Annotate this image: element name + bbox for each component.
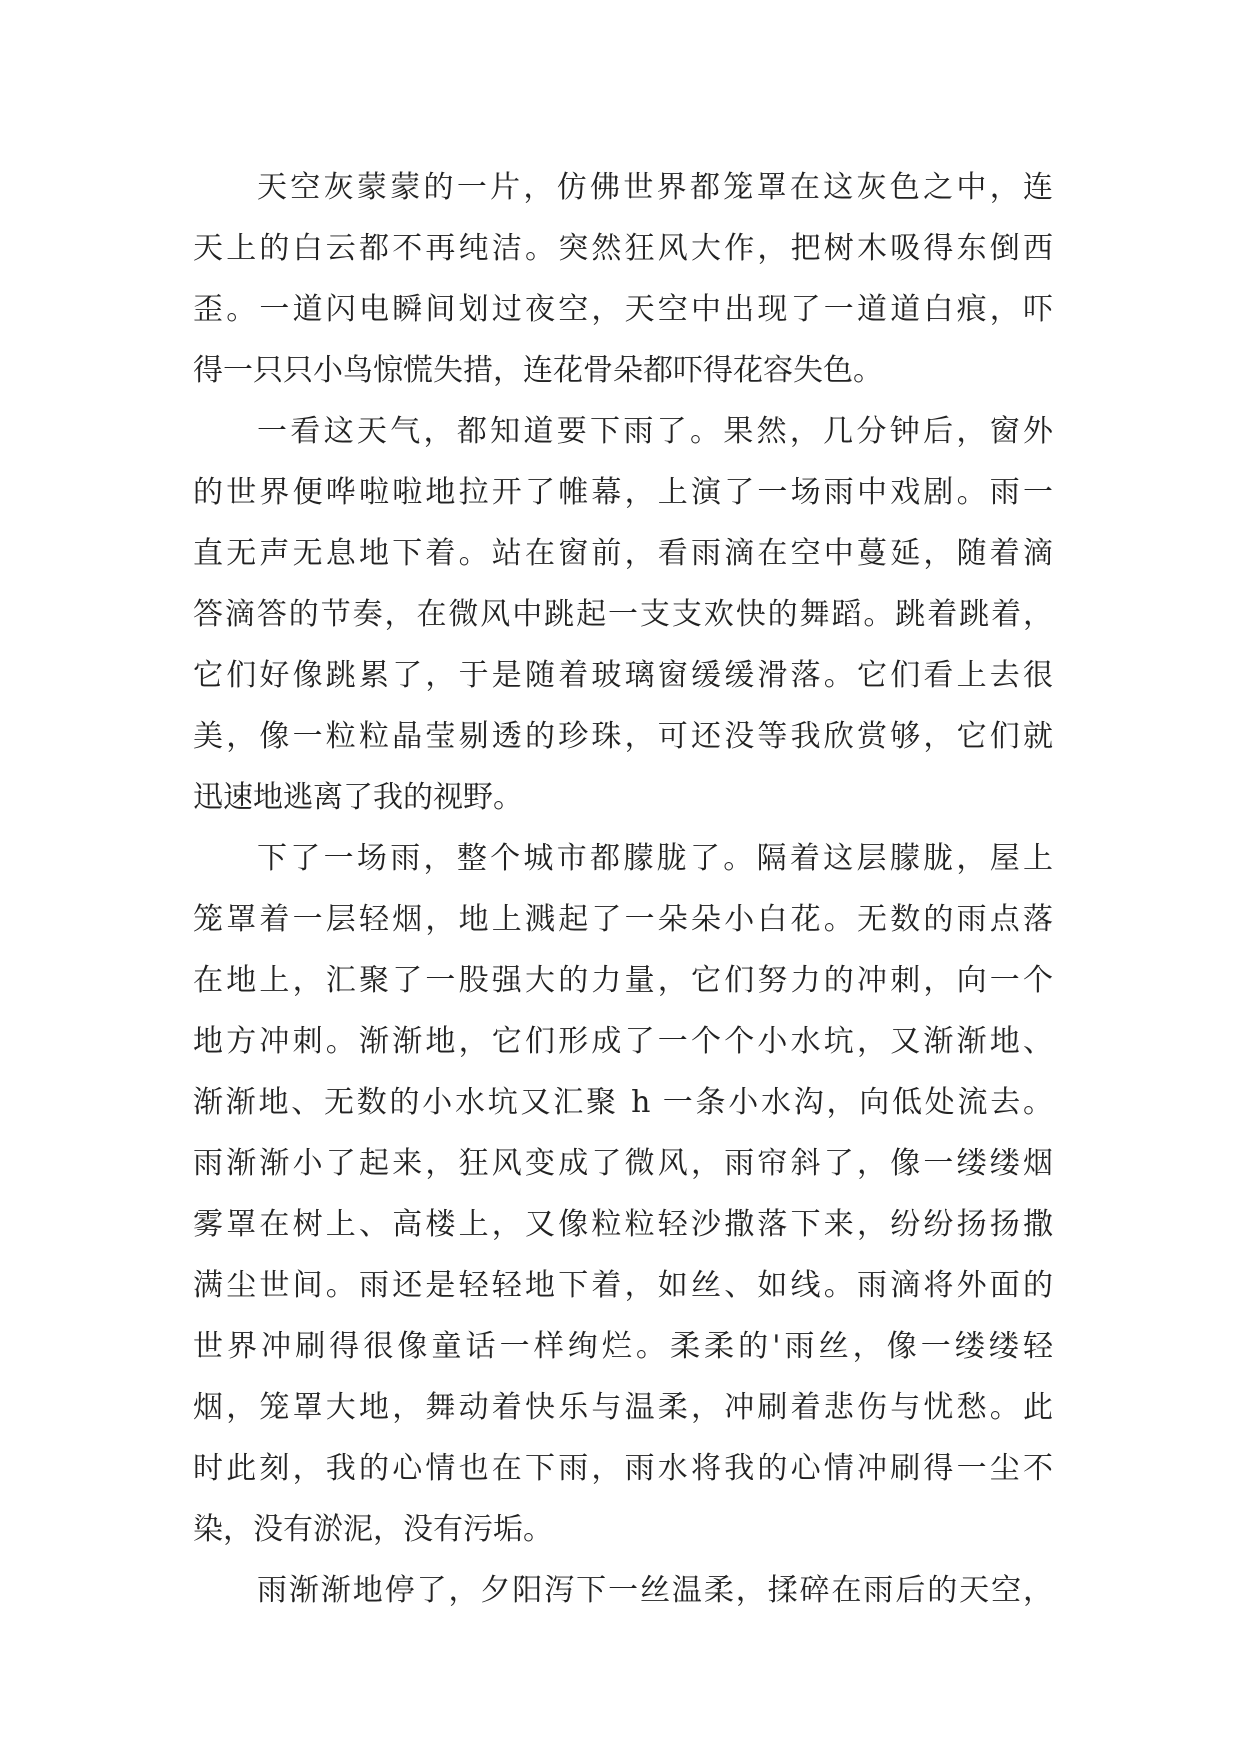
text-line: 得一只只小鸟惊慌失措，连花骨朵都吓得花容失色。: [193, 353, 883, 388]
text-line: 烟，笼罩大地，舞动着快乐与温柔，冲刷着悲伤与忧愁。此: [193, 1390, 1053, 1425]
text-line: 雨渐渐地停了，夕阳泻下一丝温柔，揉碎在雨后的天空，: [257, 1573, 1053, 1608]
text-line: 下了一场雨，整个城市都朦胧了。隔着这层朦胧，屋上: [257, 841, 1053, 876]
text-line: 笼罩着一层轻烟，地上溅起了一朵朵小白花。无数的雨点落: [193, 902, 1053, 937]
text-line: 渐渐地、无数的小水坑又汇聚 h 一条小水沟，向低处流去。: [193, 1085, 1053, 1120]
text-line: 美，像一粒粒晶莹剔透的珍珠，可还没等我欣赏够，它们就: [193, 719, 1053, 754]
text-line: 在地上，汇聚了一股强大的力量，它们努力的冲刺，向一个: [193, 963, 1053, 998]
text-line: 它们好像跳累了，于是随着玻璃窗缓缓滑落。它们看上去很: [193, 658, 1053, 693]
text-line: 时此刻，我的心情也在下雨，雨水将我的心情冲刷得一尘不: [193, 1451, 1053, 1486]
text-line: 染，没有淤泥，没有污垢。: [193, 1512, 553, 1547]
text-line: 世界冲刷得很像童话一样绚烂。柔柔的'雨丝，像一缕缕轻: [193, 1329, 1053, 1364]
text-line: 直无声无息地下着。站在窗前，看雨滴在空中蔓延，随着滴: [193, 536, 1053, 571]
text-line: 歪。一道闪电瞬间划过夜空，天空中出现了一道道白痕，吓: [193, 292, 1053, 327]
text-line: 满尘世间。雨还是轻轻地下着，如丝、如线。雨滴将外面的: [193, 1268, 1053, 1303]
text-line: 天空灰蒙蒙的一片，仿佛世界都笼罩在这灰色之中，连: [257, 170, 1053, 205]
text-line: 雨渐渐小了起来，狂风变成了微风，雨帘斜了，像一缕缕烟: [193, 1146, 1053, 1181]
text-line: 雾罩在树上、高楼上，又像粒粒轻沙撒落下来，纷纷扬扬撒: [193, 1207, 1053, 1242]
text-line: 地方冲刺。渐渐地，它们形成了一个个小水坑，又渐渐地、: [193, 1024, 1053, 1059]
text-line: 迅速地逃离了我的视野。: [193, 780, 523, 815]
text-line: 一看这天气，都知道要下雨了。果然，几分钟后，窗外: [257, 414, 1053, 449]
essay-body: [193, 157, 1053, 1621]
text-line: 的世界便哗啦啦地拉开了帷幕，上演了一场雨中戏剧。雨一: [193, 475, 1053, 510]
text-line: 答滴答的节奏，在微风中跳起一支支欢快的舞蹈。跳着跳着，: [193, 597, 1053, 632]
text-line: 天上的白云都不再纯洁。突然狂风大作，把树木吸得东倒西: [193, 231, 1053, 266]
